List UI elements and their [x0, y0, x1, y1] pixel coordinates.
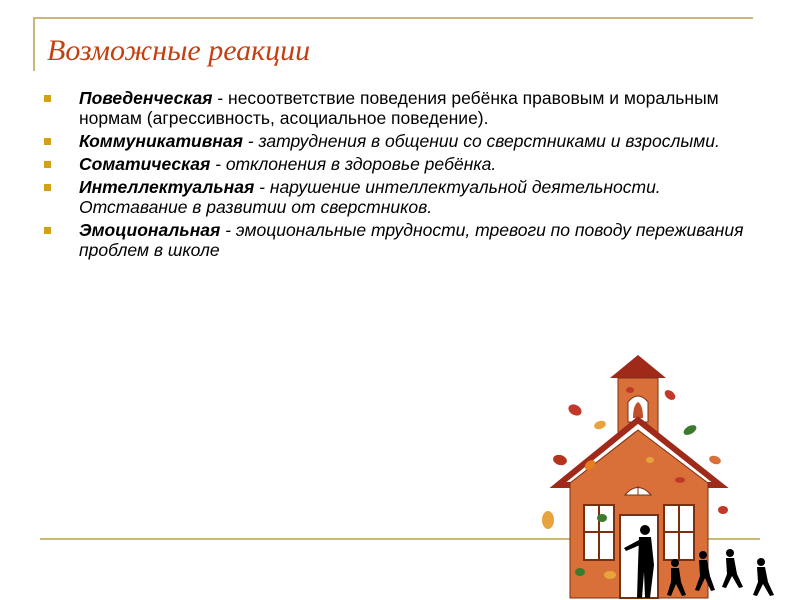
top-rule [33, 17, 753, 19]
item-term: Поведенческая [79, 88, 213, 108]
item-text: - отклонения в здоровье ребёнка. [210, 154, 497, 174]
list-item [44, 154, 764, 174]
item-term: Соматическая [79, 154, 211, 174]
item-term: Интеллектуальная [79, 177, 255, 197]
list-item [44, 177, 764, 217]
list-item [44, 88, 764, 128]
item-text: - затруднения в общении со сверстниками и взрослыми. [242, 131, 720, 151]
reactions-list [44, 88, 764, 263]
schoolhouse-illustration [540, 350, 790, 600]
item-text: - эмоциональные трудности, тревоги по поводу переживания проблем в школе [79, 220, 744, 260]
bullet-icon [44, 161, 51, 168]
item-text: - несоответствие поведения ребёнка правовым и моральным нормам (агрессивность, асоциальное поведение). [79, 88, 719, 128]
bullet-icon [44, 184, 51, 191]
item-term: Коммуникативная [79, 131, 243, 151]
item-term: Эмоциональная [79, 220, 221, 240]
list-item [44, 220, 764, 260]
item-text: - нарушение интеллектуальной деятельности. Отставание в развитии от сверстников. [79, 177, 661, 217]
list-item [44, 131, 764, 151]
left-rule [33, 17, 35, 71]
tower-roof [610, 355, 666, 378]
bullet-icon [44, 95, 51, 102]
bullet-icon [44, 138, 51, 145]
slide-title: Возможные реакции [47, 34, 311, 67]
bullet-icon [44, 227, 51, 234]
